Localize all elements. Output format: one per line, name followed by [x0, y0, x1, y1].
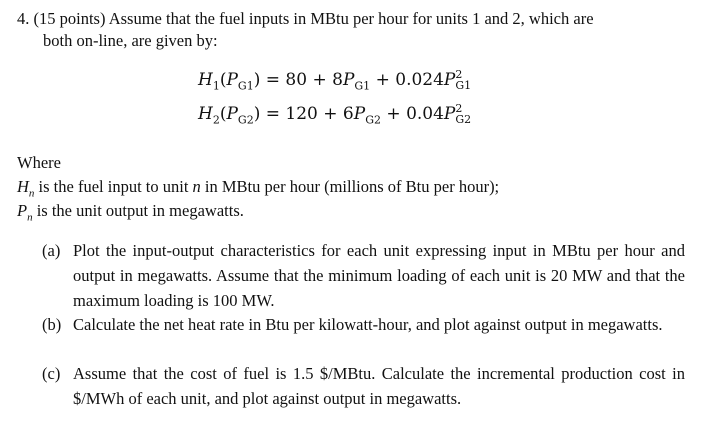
problem-points: (15 points) [33, 9, 106, 28]
equation-1: $H_1(P_{G1}) = 80 + 8P_{G1} + 0.024P$ 2 G1 [198, 67, 472, 93]
definition-p: $P_n$ is the unit output in megawatts. [17, 201, 244, 224]
part-a-text: Plot the input-output characteristics for each unit expressing input in MBtu per hour and output in megawatts. Assume that the minimum loading of each unit is 20 MW and that the maximum loading is 100 MW. [73, 241, 685, 310]
part-a [42, 238, 687, 313]
part-a-label: (a) [42, 241, 61, 260]
where-heading: Where [17, 153, 61, 172]
problem-intro-line2: both on-line, are given by: [43, 31, 218, 50]
definition-h: $H_n$ is the fuel input to unit n in MBtu per hour (millions of Btu per hour); [17, 177, 500, 200]
part-b-label: (b) [42, 315, 62, 334]
part-b [42, 312, 687, 362]
part-c [42, 361, 687, 411]
part-b-text: Calculate the net heat rate in Btu per kilowatt-hour, and plot against output in megawatts. [73, 315, 663, 334]
part-c-label: (c) [42, 364, 61, 383]
equation-2: $H_2(P_{G2}) = 120 + 6P_{G2} + 0.04P$ 2 G2 [198, 101, 472, 127]
problem-number: 4. [17, 9, 30, 28]
part-c-text: Assume that the cost of fuel is 1.5 $/MBtu. Calculate the incremental production cost in $/MWh of each unit, and plot against output in megawatts. [73, 364, 685, 408]
problem-intro-text: Assume that the fuel inputs in MBtu per hour for units 1 and 2, which are [108, 9, 594, 28]
